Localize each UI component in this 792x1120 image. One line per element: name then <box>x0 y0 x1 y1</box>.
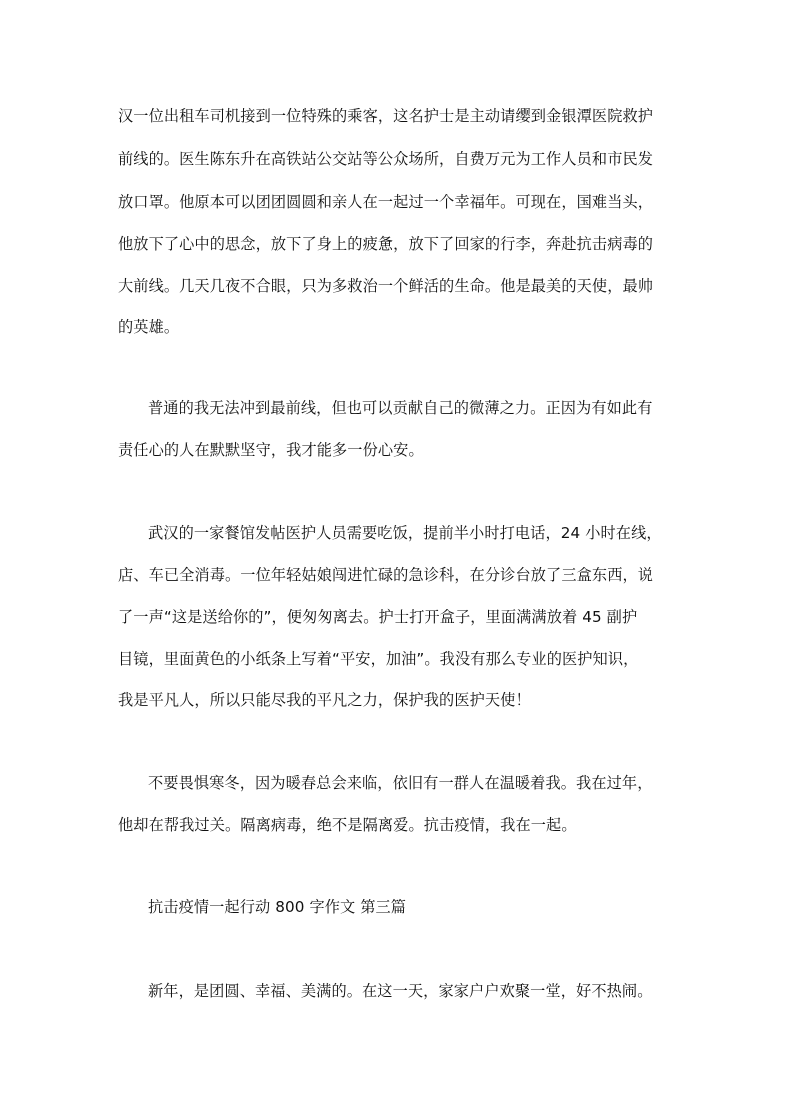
paragraph-3-line-5: 我是平凡人，所以只能尽我的平凡之力，保护我的医护天使！ <box>118 691 531 709</box>
paragraph-1-line-3: 放口罩。他原本可以团团圆圆和亲人在一起过一个幸福年。可现在，国难当头， <box>118 193 654 211</box>
paragraph-3-line-1: 武汉的一家餐馆发帖医护人员需要吃饭，提前半小时打电话，24 小时在线， <box>148 524 662 542</box>
paragraph-1-line-6: 的英雄。 <box>118 318 180 336</box>
paragraph-4-line-1: 不要畏惧寒冬，因为暖春总会来临，依旧有一群人在温暖着我。我在过年， <box>148 774 653 792</box>
section-heading: 抗击疫情一起行动 800 字作文 第三篇 <box>148 898 407 916</box>
paragraph-2-line-2: 责任心的人在默默坚守，我才能多一份心安。 <box>118 441 424 459</box>
paragraph-1-line-4: 他放下了心中的思念，放下了身上的疲惫，放下了回家的行李，奔赴抗击病毒的 <box>118 235 654 253</box>
paragraph-3-line-2: 店、车已全消毒。一位年轻姑娘闯进忙碌的急诊科，在分诊台放了三盒东西，说 <box>118 566 654 584</box>
paragraph-1-line-1: 汉一位出租车司机接到一位特殊的乘客，这名护士是主动请缨到金银潭医院救护 <box>118 107 654 125</box>
paragraph-2-line-1: 普通的我无法冲到最前线，但也可以贡献自己的微薄之力。正因为有如此有 <box>148 399 653 417</box>
paragraph-3-line-3: 了一声“这是送给你的”，便匆匆离去。护士打开盒子，里面满满放着 45 副护 <box>118 608 638 626</box>
paragraph-5-line-1: 新年，是团圆、幸福、美满的。在这一天，家家户户欢聚一堂，好不热闹。 <box>148 982 653 1000</box>
paragraph-1-line-5: 大前线。几天几夜不合眼，只为多救治一个鲜活的生命。他是最美的天使，最帅 <box>118 277 654 295</box>
paragraph-1-line-2: 前线的。医生陈东升在高铁站公交站等公众场所，自费万元为工作人员和市民发 <box>118 150 654 168</box>
paragraph-3-line-4: 目镜，里面黄色的小纸条上写着“平安，加油”。我没有那么专业的医护知识， <box>118 650 639 668</box>
paragraph-4-line-2: 他却在帮我过关。隔离病毒，绝不是隔离爱。抗击疫情，我在一起。 <box>118 816 577 834</box>
